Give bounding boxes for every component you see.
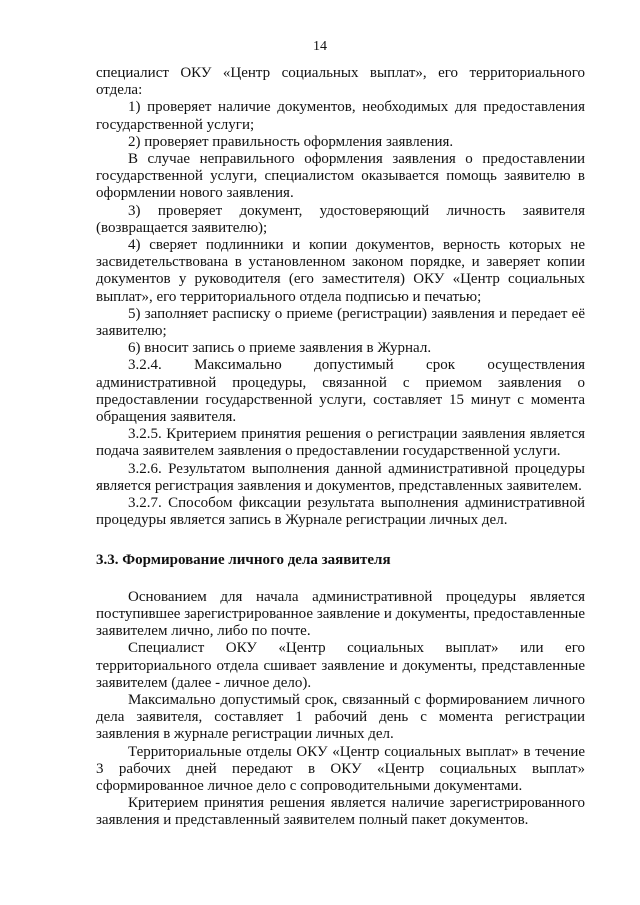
list-item: 5) заполняет расписку о приеме (регистрации) заявления и передает её заявителю; <box>96 305 585 340</box>
section-paragraph: Основанием для начала административной процедуры является поступившее зарегистрированное заявление и документы, предоставленные заявителем лично, либо по почте. <box>96 588 585 640</box>
list-item: 2) проверяет правильность оформления заявления. <box>128 133 454 150</box>
paragraph: В случае неправильного оформления заявления о предоставлении государственной услуги, специалистом оказывается помощь заявителю в оформлении нового заявления. <box>96 151 585 202</box>
page-number: 14 <box>313 39 327 54</box>
section-paragraph: Максимально допустимый срок, связанный с формированием личного дела заявителя, составляет 1 рабочий день с момента регистрации заявления в журнале регистрации личных дел. <box>96 691 585 743</box>
list-item: 6) вносит запись о приеме заявления в Журнал. <box>128 340 432 357</box>
list-item: 4) сверяет подлинники и копии документов, верность которых не засвидетельствована в установленном законом порядке, и заверяет копии документов у руководителя (его заместителя) ОКУ «Центр социальных выплат», его территориального отдела подписью и печатью; <box>96 237 585 305</box>
section-paragraph: Критерием принятия решения является наличие зарегистрированного заявления и представленный заявителем полный пакет документов. <box>96 795 585 829</box>
list-item: 3) проверяет документ, удостоверяющий личность заявителя (возвращается заявителю); <box>96 202 585 236</box>
clause-3-2-4: 3.2.4. Максимально допустимый срок осуществления административной процедуры, связанной с приемом заявления о предоставлении государственной услуги, составляет 15 минут с момента обращения заявителя. <box>96 357 585 426</box>
list-item: 1) проверяет наличие документов, необходимых для предоставления государственной услуги; <box>96 99 585 133</box>
clause-3-2-5: 3.2.5. Критерием принятия решения о регистрации заявления является подача заявителем заявления о предоставлении государственной услуги. <box>96 426 585 460</box>
paragraph: специалист ОКУ «Центр социальных выплат», его территориального отдела: <box>96 65 585 99</box>
clause-3-2-7: 3.2.7. Способом фиксации результата выполнения административной процедуры является запись в Журнале регистрации личных дел. <box>96 495 585 529</box>
document-body <box>96 65 585 830</box>
clause-3-2-6: 3.2.6. Результатом выполнения данной административной процедуры является регистрация заявления и документов, представленных заявителем. <box>96 460 585 494</box>
section-heading: 3.3. Формирование личного дела заявителя <box>96 552 391 569</box>
section-paragraph: Специалист ОКУ «Центр социальных выплат» или его территориального отдела сшивает заявление и документы, представленные заявителем (далее - личное дело). <box>96 640 585 691</box>
section-paragraph: Территориальные отделы ОКУ «Центр социальных выплат» в течение 3 рабочих дней передают в ОКУ «Центр социальных выплат» сформированное личное дело с сопроводительными документами. <box>96 743 585 794</box>
